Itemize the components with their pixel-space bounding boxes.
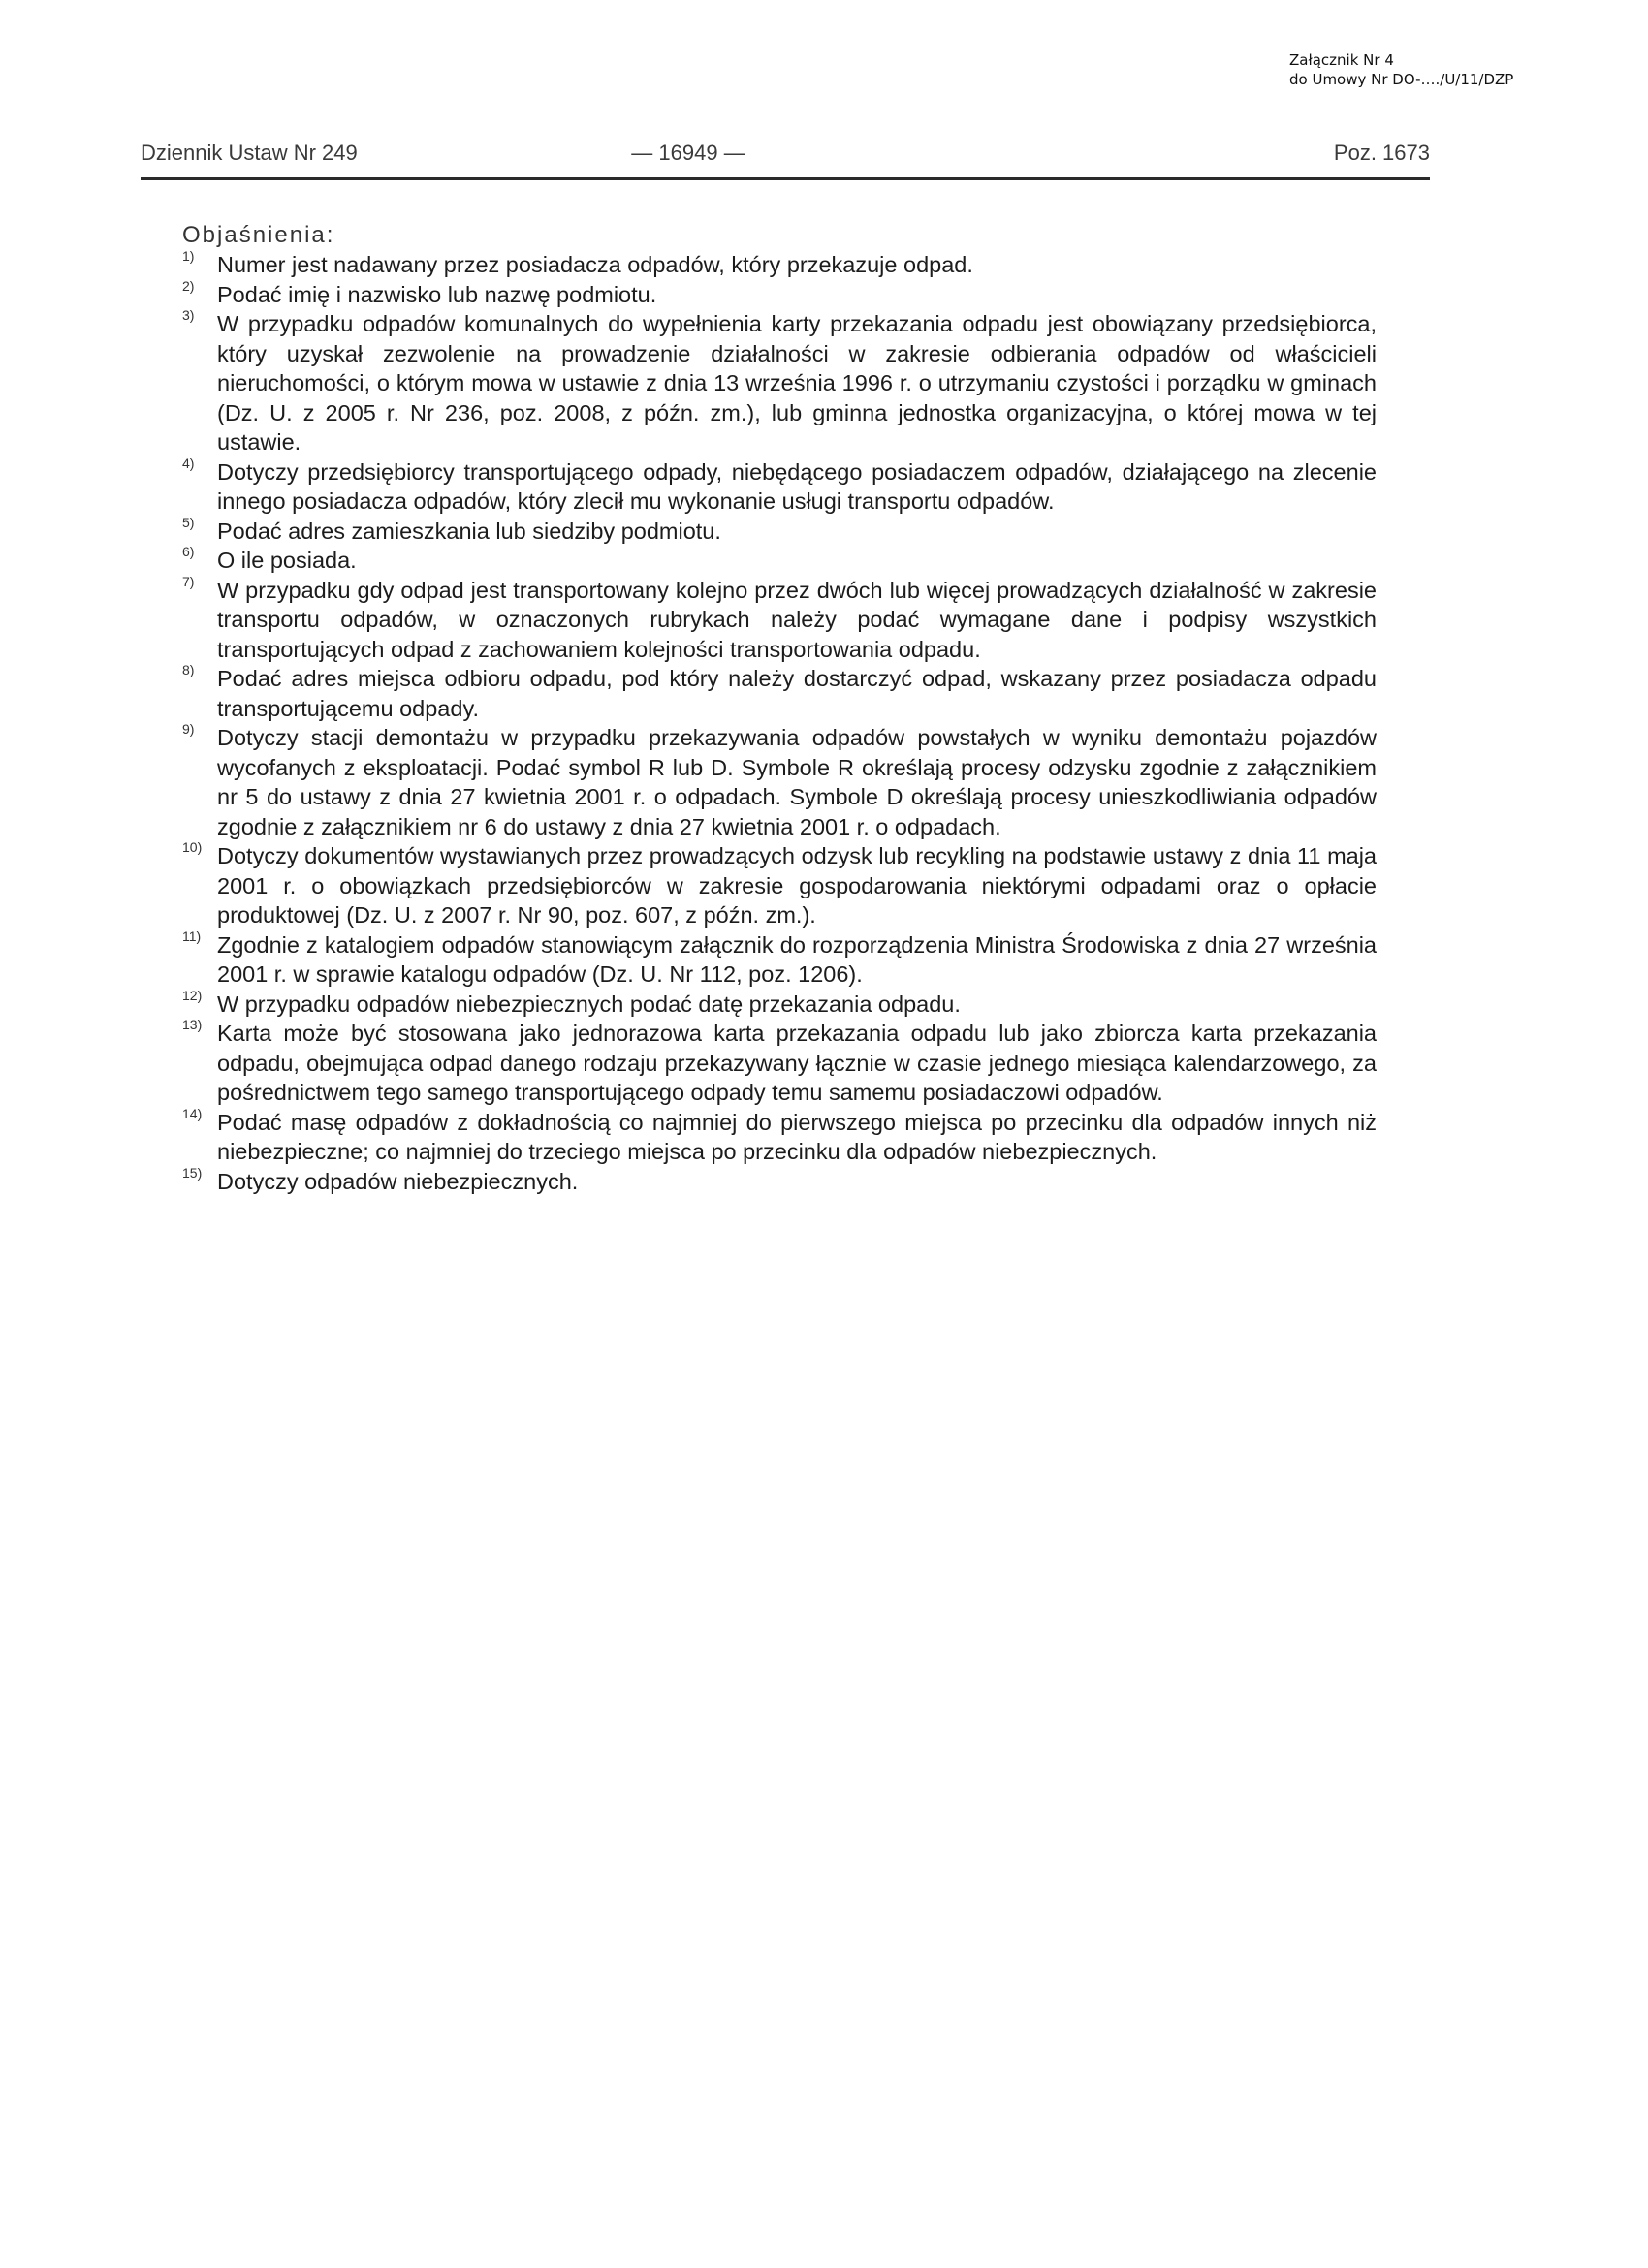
explanations-section xyxy=(182,221,1377,1196)
footnote-text: Dotyczy dokumentów wystawianych przez prowadzących odzysk lub recykling na podstawie ustawy z dnia 11 maja 2001 r. o obowiązkach przedsiębiorców w zakresie gospodarowania niektórymi odpadami oraz o opłacie produktowej (Dz. U. z 2007 r. Nr 90, poz. 607, z późn. zm.). xyxy=(217,843,1377,928)
footnote-marker: 14) xyxy=(182,1105,203,1121)
footnote-marker: 5) xyxy=(182,514,195,530)
footnote-text: Podać imię i nazwisko lub nazwę podmiotu. xyxy=(217,281,657,307)
footnote xyxy=(182,664,1377,723)
footnote-marker: 13) xyxy=(182,1017,203,1032)
footnote-marker: 4) xyxy=(182,455,195,471)
footnote xyxy=(182,930,1377,990)
footnote-text: W przypadku odpadów niebezpiecznych podać datę przekazania odpadu. xyxy=(217,991,961,1017)
attachment-note xyxy=(1289,50,1609,89)
footnote-text: Podać masę odpadów z dokładnością co najmniej do pierwszego miejsca po przecinku dla odpadów innych niż niebezpieczne; co najmniej do trzeciego miejsca po przecinku dla odpadów niebezpiecznych. xyxy=(217,1109,1377,1164)
footnote xyxy=(182,514,1377,547)
footnote-marker: 6) xyxy=(182,544,195,559)
footnote-text: Podać adres miejsca odbioru odpadu, pod który należy dostarczyć odpad, wskazany przez posiadacza odpadu transportującemu odpady. xyxy=(217,666,1377,721)
footnote-marker: 7) xyxy=(182,573,195,589)
footnote xyxy=(182,723,1377,841)
footnote-text: Dotyczy stacji demontażu w przypadku przekazywania odpadów powstałych w wyniku demontażu pojazdów wycofanych z eksploatacji. Podać symbol R lub D. Symbole R określają procesy odzysku zgodnie z załącznikiem nr 5 do ustawy z dnia 27 kwietnia 2001 r. o odpadach. Symbole D określają procesy unieszkodliwiania odpadów zgodnie z załącznikiem nr 6 do ustawy z dnia 27 kwietnia 2001 r. o odpadach. xyxy=(217,725,1377,839)
attachment-number: Załącznik Nr 4 xyxy=(1289,51,1394,69)
footnote xyxy=(182,546,1377,576)
footnote-text: Podać adres zamieszkania lub siedziby podmiotu. xyxy=(217,518,721,544)
footnote xyxy=(182,277,1377,310)
footnote-marker: 8) xyxy=(182,662,195,677)
footnote-marker: 2) xyxy=(182,277,195,294)
footnote-marker: 12) xyxy=(182,987,203,1003)
page-number: — 16949 — xyxy=(631,141,745,165)
footnote-text: W przypadku gdy odpad jest transportowany kolejno przez dwóch lub więcej prowadzących działalność w zakresie transportu odpadów, w oznaczonych rubrykach należy podać wymagane dane i podpisy wszystkich transportujących odpad z zachowaniem kolejności transportowania odpadu. xyxy=(217,577,1377,662)
footnote-text: O ile posiada. xyxy=(217,548,357,573)
header-divider xyxy=(141,177,1430,180)
contract-reference: do Umowy Nr DO-…./U/11/DZP xyxy=(1289,71,1514,88)
footnote-text: Dotyczy przedsiębiorcy transportującego odpady, niebędącego posiadaczem odpadów, działającego na zlecenie innego posiadacza odpadów, który zlecił mu wykonanie usługi transportu odpadów. xyxy=(217,458,1377,514)
footnote-text: Zgodnie z katalogiem odpadów stanowiącym załącznik do rozporządzenia Ministra Środowiska z dnia 27 września 2001 r. w sprawie katalogu odpadów (Dz. U. Nr 112, poz. 1206). xyxy=(217,931,1377,987)
footnote xyxy=(182,1164,1377,1197)
footnote-text: Karta może być stosowana jako jednorazowa karta przekazania odpadu lub jako zbiorcza karta przekazania odpadu, obejmująca odpad danego rodzaju przekazywany łącznie w czasie jednego miesiąca kalendarzowego, za pośrednictwem tego samego transportującego odpady temu samemu posiadaczowi odpadów. xyxy=(217,1021,1377,1105)
footnote xyxy=(182,573,1377,665)
footnote-marker: 11) xyxy=(182,928,202,944)
footnote-text: Dotyczy odpadów niebezpiecznych. xyxy=(217,1168,579,1194)
footnote xyxy=(182,1105,1377,1167)
position-number: Poz. 1673 xyxy=(1333,141,1430,165)
footnote xyxy=(182,457,1377,517)
footnote-marker: 10) xyxy=(182,839,203,855)
footnote-text: Numer jest nadawany przez posiadacza odpadów, który przekazuje odpad. xyxy=(217,252,973,277)
footnote xyxy=(182,1019,1377,1108)
journal-title: Dziennik Ustaw Nr 249 xyxy=(141,141,358,165)
footnote xyxy=(182,250,1377,280)
footnote-marker: 15) xyxy=(182,1164,203,1181)
section-title: Objaśnienia: xyxy=(182,222,335,248)
footnote-marker: 9) xyxy=(182,721,195,737)
page-header xyxy=(141,141,1430,175)
footnote-marker: 1) xyxy=(182,248,195,264)
footnote xyxy=(182,987,1377,1020)
footnote-marker: 3) xyxy=(182,307,195,323)
footnote xyxy=(182,841,1377,930)
footnote xyxy=(182,309,1377,457)
footnote-text: W przypadku odpadów komunalnych do wypełnienia karty przekazania odpadu jest obowiązany przedsiębiorca, który uzyskał zezwolenie na prowadzenie działalności w zakresie odbierania odpadów od właścicieli nieruchomości, o którym mowa w ustawie z dnia 13 września 1996 r. o utrzymaniu czystości i porządku w gminach (Dz. U. z 2005 r. Nr 236, poz. 2008, z późn. zm.), lub gminna jednostka organizacyjna, o której mowa w tej ustawie. xyxy=(217,311,1377,455)
